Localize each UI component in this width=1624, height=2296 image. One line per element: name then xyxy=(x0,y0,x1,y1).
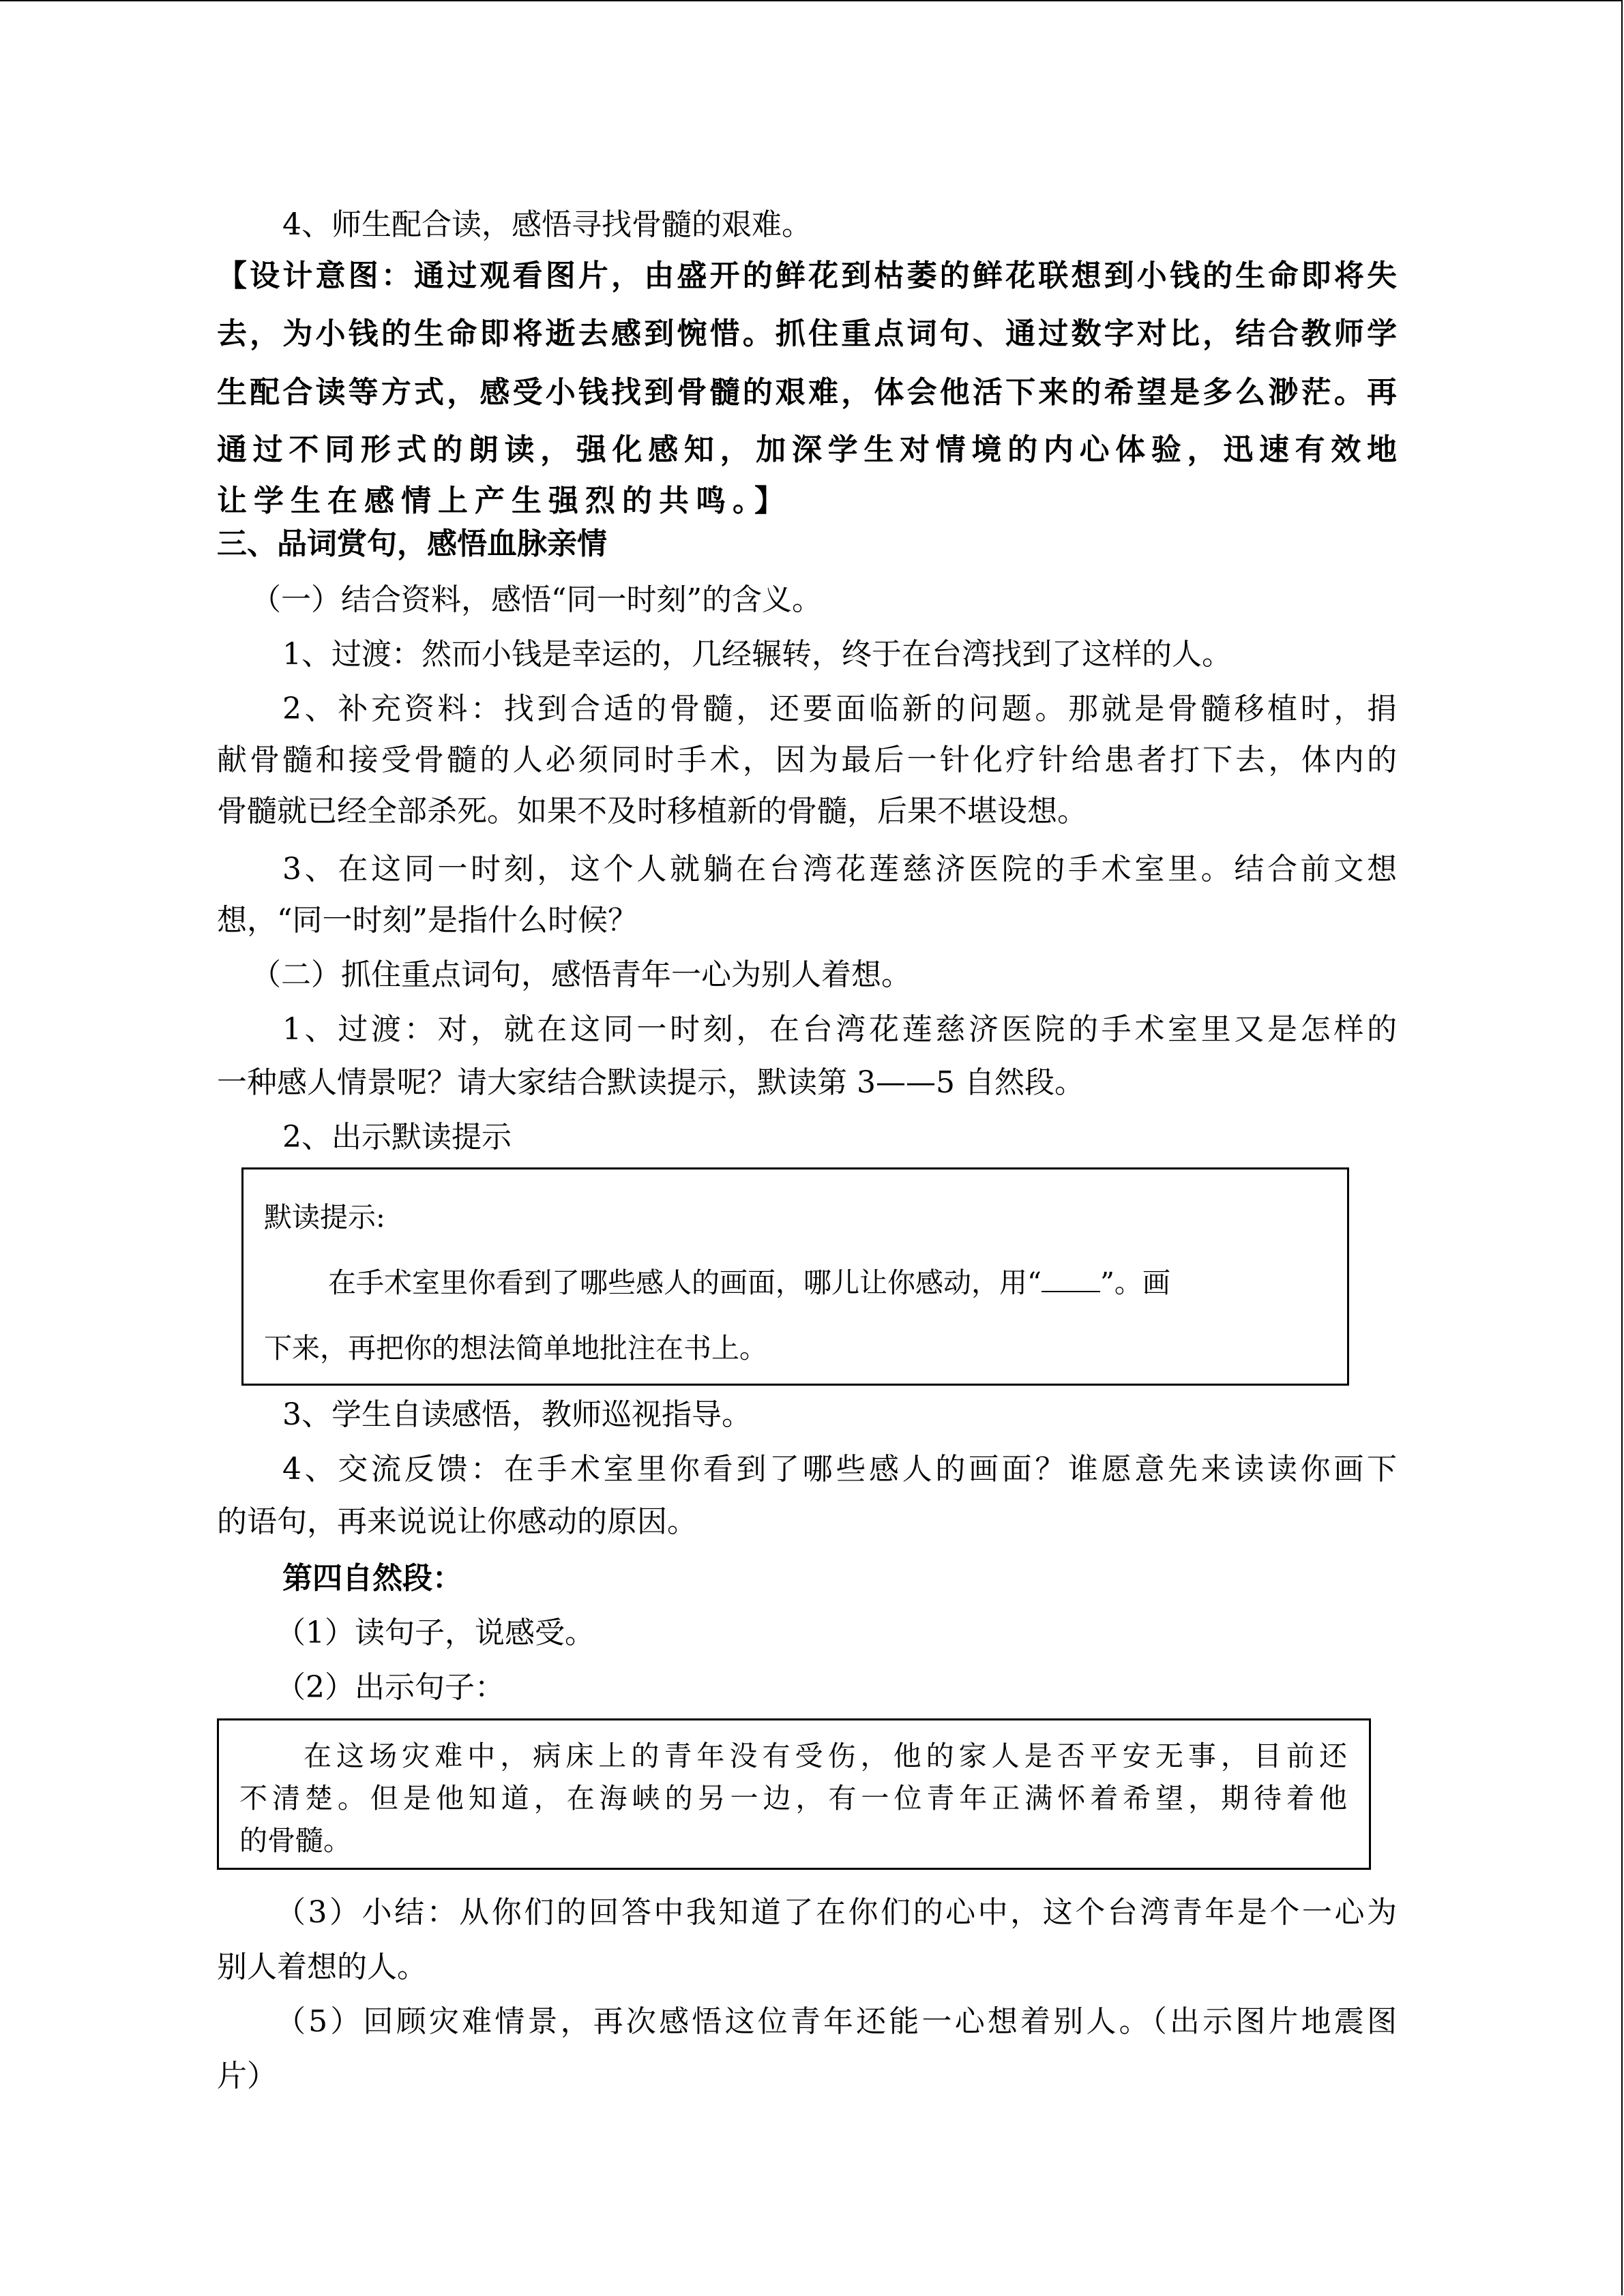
text-line: 的语句，再来说说让你感动的原因。 xyxy=(217,1504,697,1539)
text-line: 2、补充资料：找到合适的骨髓，还要面临新的问题。那就是骨髓移植时，捐 xyxy=(282,691,1397,726)
subsection-heading: （一）结合资料，感悟“同一时刻”的含义。 xyxy=(251,582,822,617)
box-text: 在手术室里你看到了哪些感人的画面，哪儿让你感动，用“ ”。画 xyxy=(328,1266,1170,1299)
text-line: 1、过渡：对，就在这同一时刻，在台湾花莲慈济医院的手术室里又是怎样的 xyxy=(282,1012,1397,1047)
text-line: 3、在这同一时刻，这个人就躺在台湾花莲慈济医院的手术室里。结合前文想 xyxy=(282,852,1397,886)
box-text: 在这场灾难中，病床上的青年没有受伤，他的家人是否平安无事，目前还 xyxy=(304,1740,1347,1772)
reading-prompt-box xyxy=(241,1167,1349,1386)
text-line: 3、学生自读感悟，教师巡视指导。 xyxy=(282,1397,752,1432)
design-intent-line: 通过不同形式的朗读，强化感知，加深学生对情境的内心体验，迅速有效地 xyxy=(217,432,1397,467)
text-line: （5）回顾灾难情景，再次感悟这位青年还能一心想着别人。（出示图片地震图 xyxy=(276,2004,1397,2039)
subsection-heading: （二）抓住重点词句，感悟青年一心为别人着想。 xyxy=(251,957,911,992)
text-line: 想，“同一时刻”是指什么时候？ xyxy=(217,903,638,938)
text-line: 献骨髓和接受骨髓的人必须同时手术，因为最后一针化疗针给患者打下去，体内的 xyxy=(217,743,1397,777)
underline-blank xyxy=(1042,1268,1100,1292)
text-line: （3）小结：从你们的回答中我知道了在你们的心中，这个台湾青年是个一心为 xyxy=(276,1895,1397,1930)
text-line: 别人着想的人。 xyxy=(217,1950,427,1984)
text-line: 4、交流反馈：在手术室里你看到了哪些感人的画面？谁愿意先来读读你画下 xyxy=(282,1452,1397,1487)
text-line: 一种感人情景呢？请大家结合默读提示，默读第 3——5 自然段。 xyxy=(217,1065,1084,1100)
text-line: （2）出示句子： xyxy=(276,1670,505,1705)
box-text: 不清楚。但是他知道，在海峡的另一边，有一位青年正满怀着希望，期待着他 xyxy=(239,1782,1347,1815)
design-intent-line: 【设计意图：通过观看图片，由盛开的鲜花到枯萎的鲜花联想到小钱的生命即将失 xyxy=(217,258,1397,293)
text-line: 1、过渡：然而小钱是幸运的，几经辗转，终于在台湾找到了这样的人。 xyxy=(282,637,1232,672)
text-line: （1）读句子，说感受。 xyxy=(276,1615,595,1650)
text-line: 骨髓就已经全部杀死。如果不及时移植新的骨髓，后果不堪设想。 xyxy=(217,794,1087,829)
box-text: 的骨髓。 xyxy=(239,1824,351,1857)
paragraph-label: 第四自然段： xyxy=(282,1561,462,1596)
quoted-sentence-box xyxy=(217,1718,1371,1870)
design-intent-line: 去，为小钱的生命即将逝去感到惋惜。抓住重点词句、通过数字对比，结合教师学 xyxy=(217,316,1397,351)
box-title: 默读提示: xyxy=(264,1201,385,1234)
text-line: 2、出示默读提示 xyxy=(282,1120,512,1154)
design-intent-line: 生配合读等方式，感受小钱找到骨髓的艰难，体会他活下来的希望是多么渺茫。再 xyxy=(217,375,1397,410)
design-intent-line: 让学生在感情上产生强烈的共鸣。】 xyxy=(217,483,791,518)
text-line: 片） xyxy=(217,2059,277,2093)
section-heading: 三、品词赏句，感悟血脉亲情 xyxy=(217,526,607,561)
box-text: 下来，再把你的想法简单地批注在书上。 xyxy=(264,1332,767,1365)
text-line: 4、师生配合读，感悟寻找骨髓的艰难。 xyxy=(282,207,812,242)
